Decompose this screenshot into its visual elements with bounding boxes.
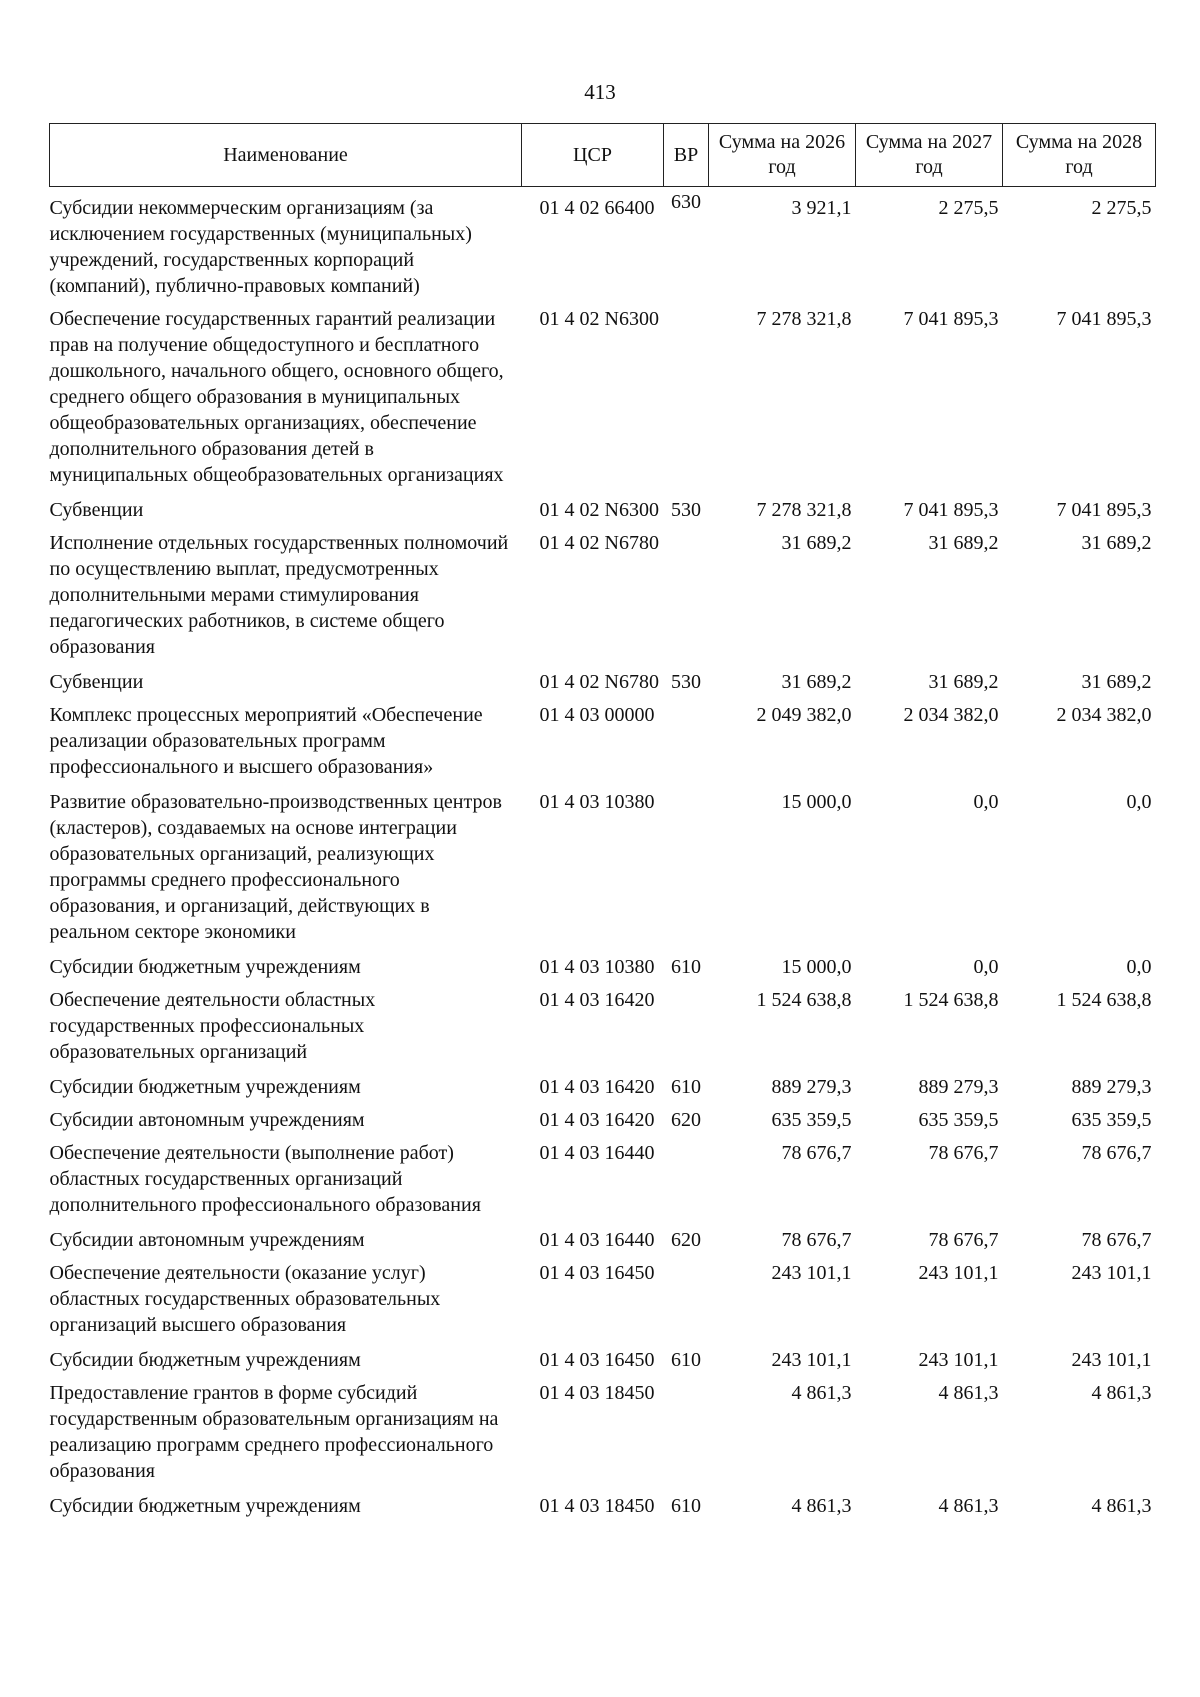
cell-csr: 01 4 02 N6780: [539, 532, 659, 554]
table-row: [50, 700, 1156, 787]
cell-name: Комплекс процессных мероприятий «Обеспечение реализации образовательных программ профессионального и высшего образования»: [49, 704, 483, 778]
cell-vr: [664, 787, 709, 952]
table-row: [50, 787, 1156, 952]
cell-vr: [664, 700, 709, 787]
cell-csr: 01 4 03 18450: [539, 1382, 655, 1404]
cell-csr: 01 4 03 16420: [539, 989, 655, 1011]
cell-name: Субсидии бюджетным учреждениям: [49, 1495, 361, 1517]
cell-sum-2026: 78 676,7: [781, 1229, 852, 1251]
cell-sum-2027: 4 861,3: [938, 1382, 999, 1404]
cell-sum-2026: 7 278 321,8: [756, 308, 852, 330]
cell-csr: 01 4 03 16450: [539, 1349, 655, 1371]
cell-vr: 610: [671, 1495, 701, 1517]
cell-sum-2028: 0,0: [1126, 791, 1152, 813]
cell-sum-2027: 0,0: [973, 956, 999, 978]
table-row: [50, 304, 1156, 495]
cell-csr: 01 4 02 N6780: [539, 671, 659, 693]
cell-sum-2026: 243 101,1: [771, 1262, 852, 1284]
cell-name: Обеспечение деятельности областных государственных профессиональных образовательных организаций: [49, 989, 376, 1063]
cell-sum-2027: 31 689,2: [928, 671, 999, 693]
cell-sum-2026: 243 101,1: [771, 1349, 852, 1371]
cell-sum-2026: 7 278 321,8: [756, 499, 852, 521]
cell-csr: 01 4 03 18450: [539, 1495, 655, 1517]
cell-sum-2027: 4 861,3: [938, 1495, 999, 1517]
cell-sum-2027: 889 279,3: [918, 1076, 999, 1098]
header-sum-2028: Сумма на 2028 год: [1003, 124, 1156, 187]
cell-sum-2026: 15 000,0: [781, 791, 852, 813]
cell-sum-2026: 31 689,2: [781, 532, 852, 554]
cell-csr: 01 4 03 16450: [539, 1262, 655, 1284]
cell-sum-2027: 2 275,5: [938, 197, 999, 219]
cell-csr: 01 4 02 N6300: [539, 308, 659, 330]
cell-sum-2028: 78 676,7: [1081, 1229, 1152, 1251]
cell-sum-2027: 7 041 895,3: [903, 308, 999, 330]
header-sum-2026: Сумма на 2026 год: [709, 124, 856, 187]
cell-sum-2027: 78 676,7: [928, 1229, 999, 1251]
cell-vr: 630: [671, 191, 701, 213]
table-row: [50, 1138, 1156, 1225]
cell-sum-2028: 0,0: [1126, 956, 1152, 978]
cell-vr: 610: [671, 1349, 701, 1371]
cell-sum-2026: 4 861,3: [791, 1382, 852, 1404]
cell-sum-2026: 4 861,3: [791, 1495, 852, 1517]
cell-sum-2028: 7 041 895,3: [1056, 499, 1152, 521]
cell-vr: [664, 985, 709, 1072]
cell-sum-2028: 2 275,5: [1091, 197, 1152, 219]
cell-sum-2027: 2 034 382,0: [903, 704, 999, 726]
cell-name: Субсидии некоммерческим организациям (за исключением государственных (муниципальных) учреждений, государственных корпораций (компаний), публично-правовых компаний): [49, 197, 472, 297]
cell-name: Обеспечение деятельности (выполнение работ) областных государственных организаций дополнительного профессионального образования: [49, 1142, 481, 1216]
cell-sum-2028: 4 861,3: [1091, 1495, 1152, 1517]
cell-sum-2028: 4 861,3: [1091, 1382, 1152, 1404]
table-row: [50, 495, 1156, 528]
cell-sum-2026: 1 524 638,8: [756, 989, 852, 1011]
cell-sum-2028: 7 041 895,3: [1056, 308, 1152, 330]
cell-sum-2027: 243 101,1: [918, 1262, 999, 1284]
table-row: [50, 1072, 1156, 1105]
cell-sum-2027: 7 041 895,3: [903, 499, 999, 521]
cell-sum-2028: 243 101,1: [1071, 1349, 1152, 1371]
cell-sum-2026: 78 676,7: [781, 1142, 852, 1164]
cell-csr: 01 4 02 N6300: [539, 499, 659, 521]
table-row: [50, 1491, 1156, 1524]
cell-name: Субсидии бюджетным учреждениям: [49, 1076, 361, 1098]
cell-vr: [664, 304, 709, 495]
cell-name: Развитие образовательно-производственных центров (кластеров), создаваемых на основе интеграции образовательных организаций, реализующих программы среднего профессионального образования, и организаций, действующих в реальном секторе экономики: [49, 791, 502, 943]
cell-sum-2027: 0,0: [973, 791, 999, 813]
cell-name: Субсидии автономным учреждениям: [49, 1229, 365, 1251]
table-header-row: [50, 124, 1156, 187]
cell-csr: 01 4 03 16420: [539, 1076, 655, 1098]
cell-sum-2026: 3 921,1: [791, 197, 852, 219]
table-row: [50, 1345, 1156, 1378]
cell-csr: 01 4 02 66400: [539, 197, 655, 219]
cell-vr: 620: [671, 1109, 701, 1131]
cell-csr: 01 4 03 16420: [539, 1109, 655, 1131]
cell-vr: 620: [671, 1229, 701, 1251]
header-sum-2027: Сумма на 2027 год: [856, 124, 1003, 187]
table-row: [50, 1378, 1156, 1491]
table-row: [50, 528, 1156, 667]
cell-vr: [664, 1138, 709, 1225]
cell-name: Субвенции: [49, 499, 144, 521]
cell-vr: [664, 1378, 709, 1491]
header-csr: ЦСР: [522, 124, 664, 187]
cell-csr: 01 4 03 16440: [539, 1229, 655, 1251]
cell-vr: [664, 528, 709, 667]
cell-name: Обеспечение деятельности (оказание услуг) областных государственных образовательных организаций высшего образования: [49, 1262, 441, 1336]
cell-sum-2028: 635 359,5: [1071, 1109, 1152, 1131]
cell-sum-2028: 2 034 382,0: [1056, 704, 1152, 726]
header-name: Наименование: [50, 124, 522, 187]
cell-sum-2028: 243 101,1: [1071, 1262, 1152, 1284]
table-row: [50, 985, 1156, 1072]
cell-sum-2026: 889 279,3: [771, 1076, 852, 1098]
cell-csr: 01 4 03 16440: [539, 1142, 655, 1164]
cell-csr: 01 4 03 10380: [539, 791, 655, 813]
table-row: [50, 1105, 1156, 1138]
cell-sum-2028: 1 524 638,8: [1056, 989, 1152, 1011]
cell-vr: 610: [671, 1076, 701, 1098]
cell-sum-2027: 78 676,7: [928, 1142, 999, 1164]
cell-name: Исполнение отдельных государственных полномочий по осуществлению выплат, предусмотренных дополнительными мерами стимулирования педагогических работников, в системе общего образования: [49, 532, 509, 658]
cell-vr: [664, 1258, 709, 1345]
cell-name: Предоставление грантов в форме субсидий государственным образовательным организациям на реализацию программ среднего профессионального образования: [49, 1382, 499, 1482]
cell-sum-2027: 243 101,1: [918, 1349, 999, 1371]
cell-sum-2026: 635 359,5: [771, 1109, 852, 1131]
page-number: 413: [584, 80, 616, 104]
table-row: [50, 667, 1156, 700]
cell-sum-2026: 2 049 382,0: [756, 704, 852, 726]
cell-name: Субсидии бюджетным учреждениям: [49, 956, 361, 978]
cell-sum-2027: 635 359,5: [918, 1109, 999, 1131]
header-vr: ВР: [664, 124, 709, 187]
cell-sum-2028: 78 676,7: [1081, 1142, 1152, 1164]
table-row: [50, 1225, 1156, 1258]
cell-name: Субвенции: [49, 671, 144, 693]
cell-name: Субсидии бюджетным учреждениям: [49, 1349, 361, 1371]
cell-vr: 530: [671, 499, 701, 521]
cell-sum-2027: 31 689,2: [928, 532, 999, 554]
cell-sum-2028: 31 689,2: [1081, 671, 1152, 693]
cell-name: Субсидии автономным учреждениям: [49, 1109, 365, 1131]
cell-name: Обеспечение государственных гарантий реализации прав на получение общедоступного и бесплатного дошкольного, начального общего, основного общего, среднего общего образования в муниципальных общеобразовательных организациях, обеспечение дополнительного образования детей в муниципальных общеобразовательных организациях: [49, 308, 504, 486]
table-row: [50, 952, 1156, 985]
cell-sum-2028: 889 279,3: [1071, 1076, 1152, 1098]
cell-csr: 01 4 03 10380: [539, 956, 655, 978]
cell-sum-2026: 15 000,0: [781, 956, 852, 978]
table-row: [50, 1258, 1156, 1345]
budget-table: [49, 123, 1156, 1524]
table-body: [50, 187, 1156, 1525]
cell-sum-2027: 1 524 638,8: [903, 989, 999, 1011]
table-row: [50, 187, 1156, 305]
cell-sum-2028: 31 689,2: [1081, 532, 1152, 554]
cell-vr: 610: [671, 956, 701, 978]
cell-vr: 530: [671, 671, 701, 693]
cell-csr: 01 4 03 00000: [539, 704, 655, 726]
cell-sum-2026: 31 689,2: [781, 671, 852, 693]
